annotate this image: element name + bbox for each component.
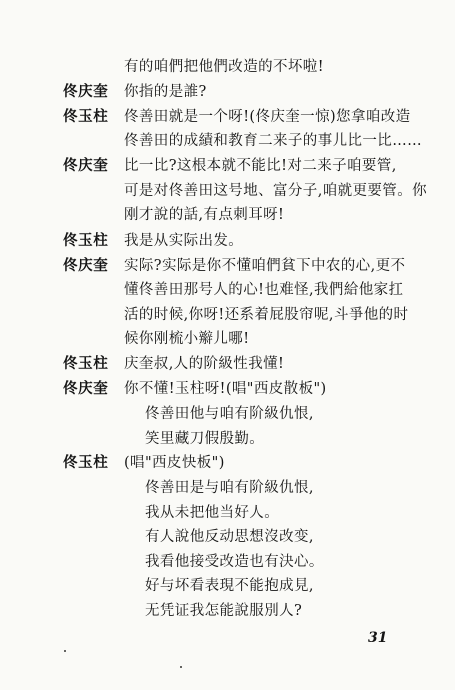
verse-line: 我从未把他当好人。 — [145, 505, 280, 521]
dialogue-line: (唱"西皮快板") — [124, 455, 225, 471]
verse-line: 佟善田是与咱有阶級仇恨, — [145, 480, 314, 496]
speaker-name: 佟玉柱 — [63, 355, 109, 372]
dialogue-line: 我是从实际出发。 — [124, 233, 244, 249]
dialogue-line: 懂佟善田那号人的心!也难怪,我們給他家扛 — [124, 282, 404, 298]
speaker-name: 佟玉柱 — [63, 454, 109, 471]
dialogue-line: 刚才說的話,有点刺耳呀! — [124, 207, 285, 223]
dialogue-line: 佟善田就是一个呀!(佟庆奎一惊)您拿咱改造 — [124, 109, 411, 125]
verse-line: 我看他接受改造也有決心。 — [145, 554, 324, 570]
dialogue-line: 活的时候,你呀!还系着屁股帘呢,斗爭他的时 — [124, 307, 409, 323]
dialogue-line: 你不懂!玉柱呀!(唱"西皮散板") — [124, 381, 327, 397]
page-number: 31 — [368, 630, 388, 646]
dialogue-line: 庆奎叔,人的阶級性我懂! — [124, 356, 285, 372]
dialogue-line: 可是对佟善田这号地、富分子,咱就更要管。你 — [124, 183, 428, 199]
verse-line: 有人說他反动思想沒改变, — [145, 529, 314, 545]
verse-line: 无凭证我怎能說服別人? — [145, 603, 303, 619]
print-speck — [64, 650, 66, 652]
dialogue-line: 比一比?这根本就不能比!对二来子咱要管, — [124, 158, 397, 174]
verse-line: 佟善田他与咱有阶級仇恨, — [145, 406, 314, 422]
dialogue-line: 候你刚梳小辮儿哪! — [124, 331, 250, 347]
speaker-name: 佟庆奎 — [63, 157, 109, 174]
speaker-name: 佟庆奎 — [63, 83, 109, 100]
verse-line: 笑里藏刀假殷勤。 — [145, 431, 265, 447]
speaker-name: 佟庆奎 — [63, 380, 109, 397]
speaker-name: 佟庆奎 — [63, 257, 109, 274]
dialogue-line: 佟善田的成績和教育二来子的事儿比一比…… — [124, 133, 422, 149]
verse-line: 好与坏看表現不能抱成見, — [145, 578, 314, 594]
speaker-name: 佟玉柱 — [63, 232, 109, 249]
dialogue-line: 有的咱們把他們改造的不坏啦! — [124, 59, 324, 75]
speaker-name: 佟玉柱 — [63, 108, 109, 125]
print-speck — [180, 666, 182, 668]
dialogue-line: 实际?实际是你不懂咱們貧下中农的心,更不 — [124, 258, 406, 274]
dialogue-line: 你指的是誰? — [124, 84, 207, 100]
